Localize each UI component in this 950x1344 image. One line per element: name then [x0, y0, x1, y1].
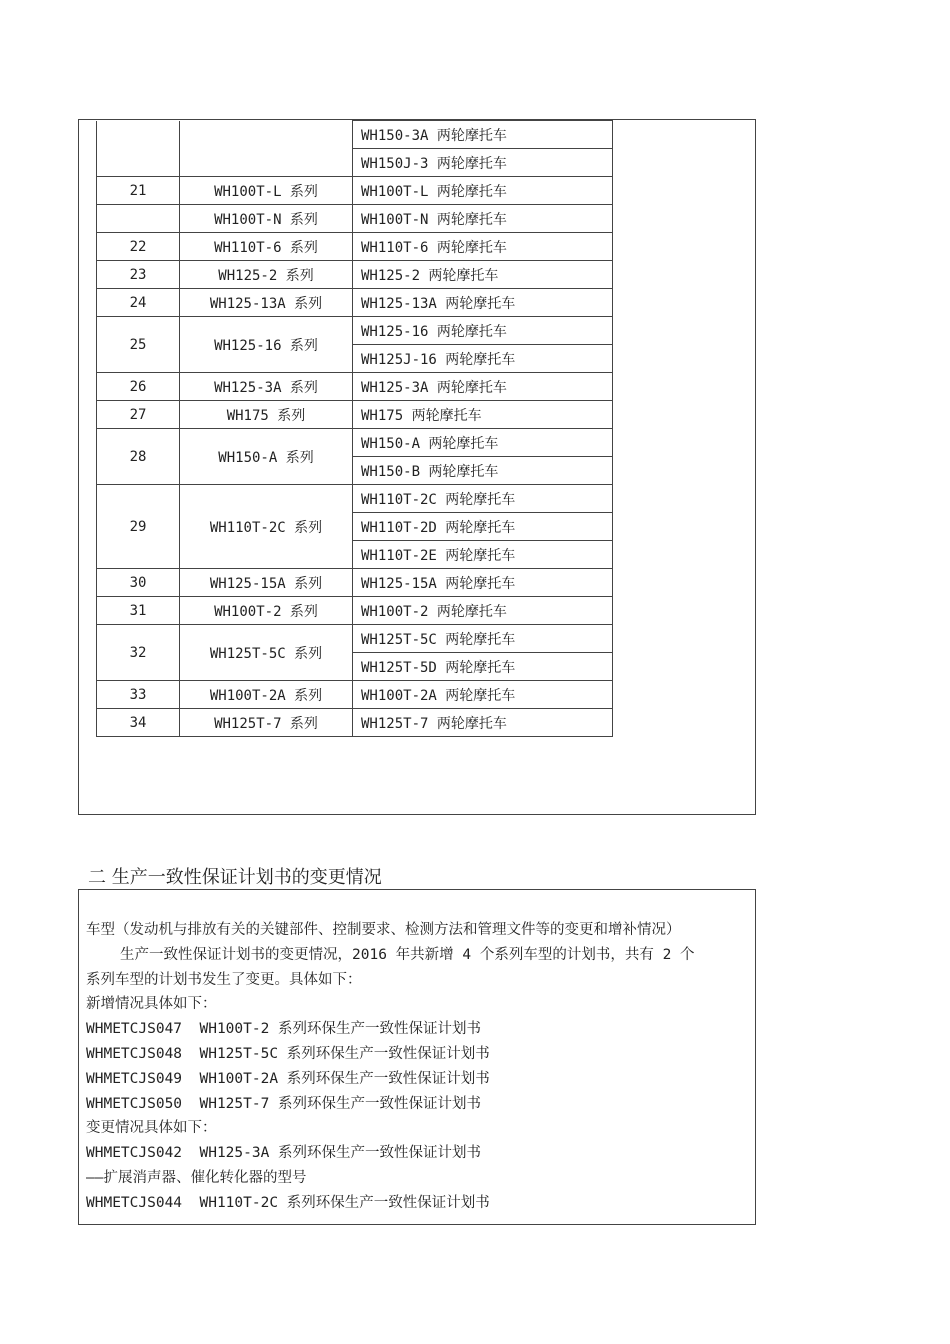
model-name: WH110T-2C 两轮摩托车 [353, 485, 613, 513]
series-name [180, 121, 353, 177]
series-name: WH100T-N 系列 [180, 205, 353, 233]
model-name: WH110T-6 两轮摩托车 [353, 233, 613, 261]
row-number: 32 [97, 625, 180, 681]
model-name: WH125-13A 两轮摩托车 [353, 289, 613, 317]
series-name: WH150-A 系列 [180, 429, 353, 485]
table-row [97, 401, 613, 429]
model-name: WH125-15A 两轮摩托车 [353, 569, 613, 597]
row-number: 31 [97, 597, 180, 625]
table-row [97, 709, 613, 737]
table-row [97, 177, 613, 205]
model-name: WH175 两轮摩托车 [353, 401, 613, 429]
series-name: WH125T-5C 系列 [180, 625, 353, 681]
section-title: 二 生产一致性保证计划书的变更情况 [88, 867, 382, 888]
row-number [97, 205, 180, 233]
row-number: 34 [97, 709, 180, 737]
model-name: WH150-3A 两轮摩托车 [353, 121, 613, 149]
series-name: WH110T-6 系列 [180, 233, 353, 261]
series-name: WH110T-2C 系列 [180, 485, 353, 569]
model-name: WH125T-5D 两轮摩托车 [353, 653, 613, 681]
text-line: WHMETCJS050 WH125T-7 系列环保生产一致性保证计划书 [86, 1095, 482, 1112]
table-row [97, 681, 613, 709]
row-number [97, 121, 180, 177]
series-name: WH125-16 系列 [180, 317, 353, 373]
table-row [97, 261, 613, 289]
text-line: ——扩展消声器、催化转化器的型号 [86, 1169, 307, 1186]
row-number: 23 [97, 261, 180, 289]
series-name: WH100T-2 系列 [180, 597, 353, 625]
row-number: 22 [97, 233, 180, 261]
model-name: WH125T-7 两轮摩托车 [353, 709, 613, 737]
text-line: WHMETCJS044 WH110T-2C 系列环保生产一致性保证计划书 [86, 1194, 490, 1211]
series-name: WH125-15A 系列 [180, 569, 353, 597]
text-line: WHMETCJS048 WH125T-5C 系列环保生产一致性保证计划书 [86, 1045, 490, 1062]
series-name: WH100T-L 系列 [180, 177, 353, 205]
text-line: WHMETCJS049 WH100T-2A 系列环保生产一致性保证计划书 [86, 1070, 490, 1087]
model-name: WH150J-3 两轮摩托车 [353, 149, 613, 177]
table-row [97, 233, 613, 261]
row-number: 25 [97, 317, 180, 373]
table-row [97, 485, 613, 513]
text-line: 车型（发动机与排放有关的关键部件、控制要求、检测方法和管理文件等的变更和增补情况） [86, 922, 681, 938]
table-row [97, 121, 613, 149]
model-name: WH150-A 两轮摩托车 [353, 429, 613, 457]
text-line: WHMETCJS042 WH125-3A 系列环保生产一致性保证计划书 [86, 1145, 482, 1162]
text-line: WHMETCJS047 WH100T-2 系列环保生产一致性保证计划书 [86, 1021, 482, 1038]
model-name: WH125J-16 两轮摩托车 [353, 345, 613, 373]
table-row [97, 625, 613, 653]
text-line: 变更情况具体如下： [86, 1120, 217, 1137]
row-number: 26 [97, 373, 180, 401]
model-name: WH125-3A 两轮摩托车 [353, 373, 613, 401]
model-name: WH150-B 两轮摩托车 [353, 457, 613, 485]
series-name: WH125-3A 系列 [180, 373, 353, 401]
table-row [97, 317, 613, 345]
series-name: WH125-13A 系列 [180, 289, 353, 317]
table-row [97, 289, 613, 317]
row-number: 28 [97, 429, 180, 485]
text-line: 生产一致性保证计划书的变更情况，2016 年共新增 4 个系列车型的计划书，共有 2 个 [120, 946, 695, 963]
series-name: WH100T-2A 系列 [180, 681, 353, 709]
series-name: WH175 系列 [180, 401, 353, 429]
model-name: WH125T-5C 两轮摩托车 [353, 625, 613, 653]
row-number: 21 [97, 177, 180, 205]
table-row [97, 205, 613, 233]
row-number: 30 [97, 569, 180, 597]
row-number: 29 [97, 485, 180, 569]
table-row [97, 597, 613, 625]
row-number: 24 [97, 289, 180, 317]
model-name: WH100T-2 两轮摩托车 [353, 597, 613, 625]
model-name: WH125-16 两轮摩托车 [353, 317, 613, 345]
change-text [86, 918, 750, 1216]
table-row [97, 429, 613, 457]
model-name: WH100T-L 两轮摩托车 [353, 177, 613, 205]
row-number: 27 [97, 401, 180, 429]
model-name: WH100T-2A 两轮摩托车 [353, 681, 613, 709]
table-row [97, 373, 613, 401]
series-name: WH125T-7 系列 [180, 709, 353, 737]
table-row [97, 569, 613, 597]
row-number: 33 [97, 681, 180, 709]
model-table [96, 120, 613, 737]
model-name: WH125-2 两轮摩托车 [353, 261, 613, 289]
text-line: 新增情况具体如下： [86, 996, 217, 1013]
series-name: WH125-2 系列 [180, 261, 353, 289]
model-name: WH110T-2D 两轮摩托车 [353, 513, 613, 541]
text-line: 系列车型的计划书发生了变更。具体如下： [86, 971, 362, 988]
model-name: WH100T-N 两轮摩托车 [353, 205, 613, 233]
model-name: WH110T-2E 两轮摩托车 [353, 541, 613, 569]
